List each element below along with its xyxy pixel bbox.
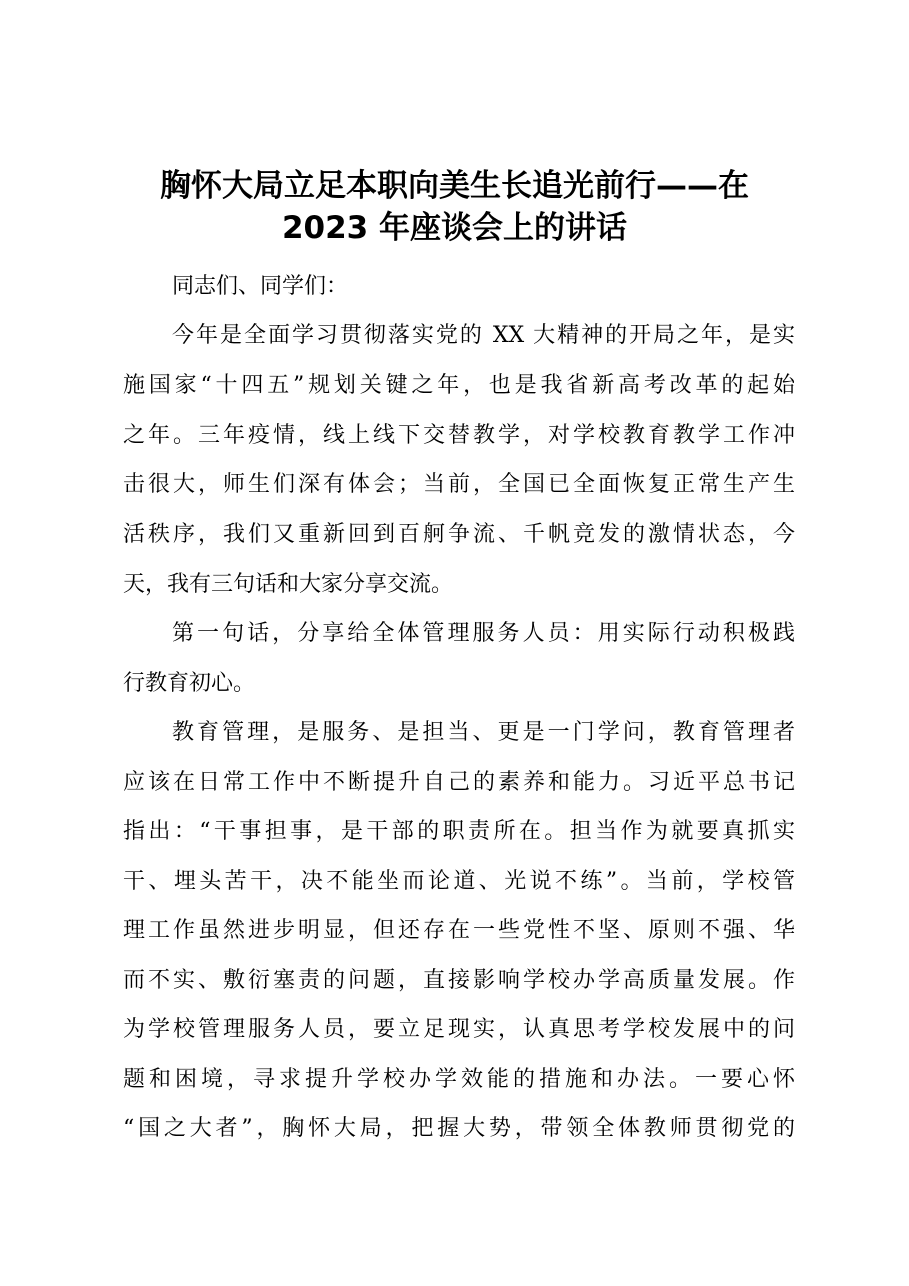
document-title-line-1: 胸怀大局立足本职向美生长追光前行——在 (160, 168, 749, 204)
paragraph-line: 击很大，师生们深有体会；当前，全国已全面恢复正常生产生 (123, 472, 795, 497)
paragraph-line: 施国家“十四五”规划关键之年，也是我省新高考改革的起始 (123, 373, 795, 398)
paragraph-line: 之年。三年疫情，线上线下交替教学，对学校教育教学工作冲 (123, 423, 795, 448)
paragraph-line: 活秩序，我们又重新回到百舸争流、千帆竞发的激情状态，今 (123, 522, 795, 547)
paragraph-line: 干、埋头苦干，决不能坐而论道、光说不练”。当前，学校管 (123, 869, 795, 894)
paragraph-line: 而不实、敷衍塞责的问题，直接影响学校办学高质量发展。作 (123, 968, 795, 993)
document-title-line-2: 2023 年座谈会上的讲话 (281, 210, 628, 246)
salutation: 同志们、同学们： (172, 274, 349, 299)
paragraph-line: 应该在日常工作中不断提升自己的素养和能力。习近平总书记 (123, 770, 795, 795)
paragraph-line: 今年是全面学习贯彻落实党的 XX 大精神的开局之年，是实 (172, 323, 795, 348)
paragraph-line: 行教育初心。 (123, 671, 256, 696)
paragraph-line: 理工作虽然进步明显，但还存在一些党性不坚、原则不强、华 (123, 918, 795, 943)
paragraph-line: 指出：“干事担事，是干部的职责所在。担当作为就要真抓实 (123, 819, 795, 844)
paragraph-line: 天，我有三句话和大家分享交流。 (123, 572, 454, 597)
paragraph-line: “国之大者”，胸怀大局，把握大势，带领全体教师贯彻党的 (123, 1116, 795, 1141)
paragraph-line: 为学校管理服务人员，要立足现实，认真思考学校发展中的问 (123, 1017, 795, 1042)
paragraph-line: 题和困境，寻求提升学校办学效能的措施和办法。一要心怀 (123, 1067, 795, 1092)
paragraph-line: 教育管理，是服务、是担当、更是一门学问，教育管理者 (172, 720, 795, 745)
paragraph-line: 第一句话，分享给全体管理服务人员：用实际行动积极践 (172, 621, 795, 646)
